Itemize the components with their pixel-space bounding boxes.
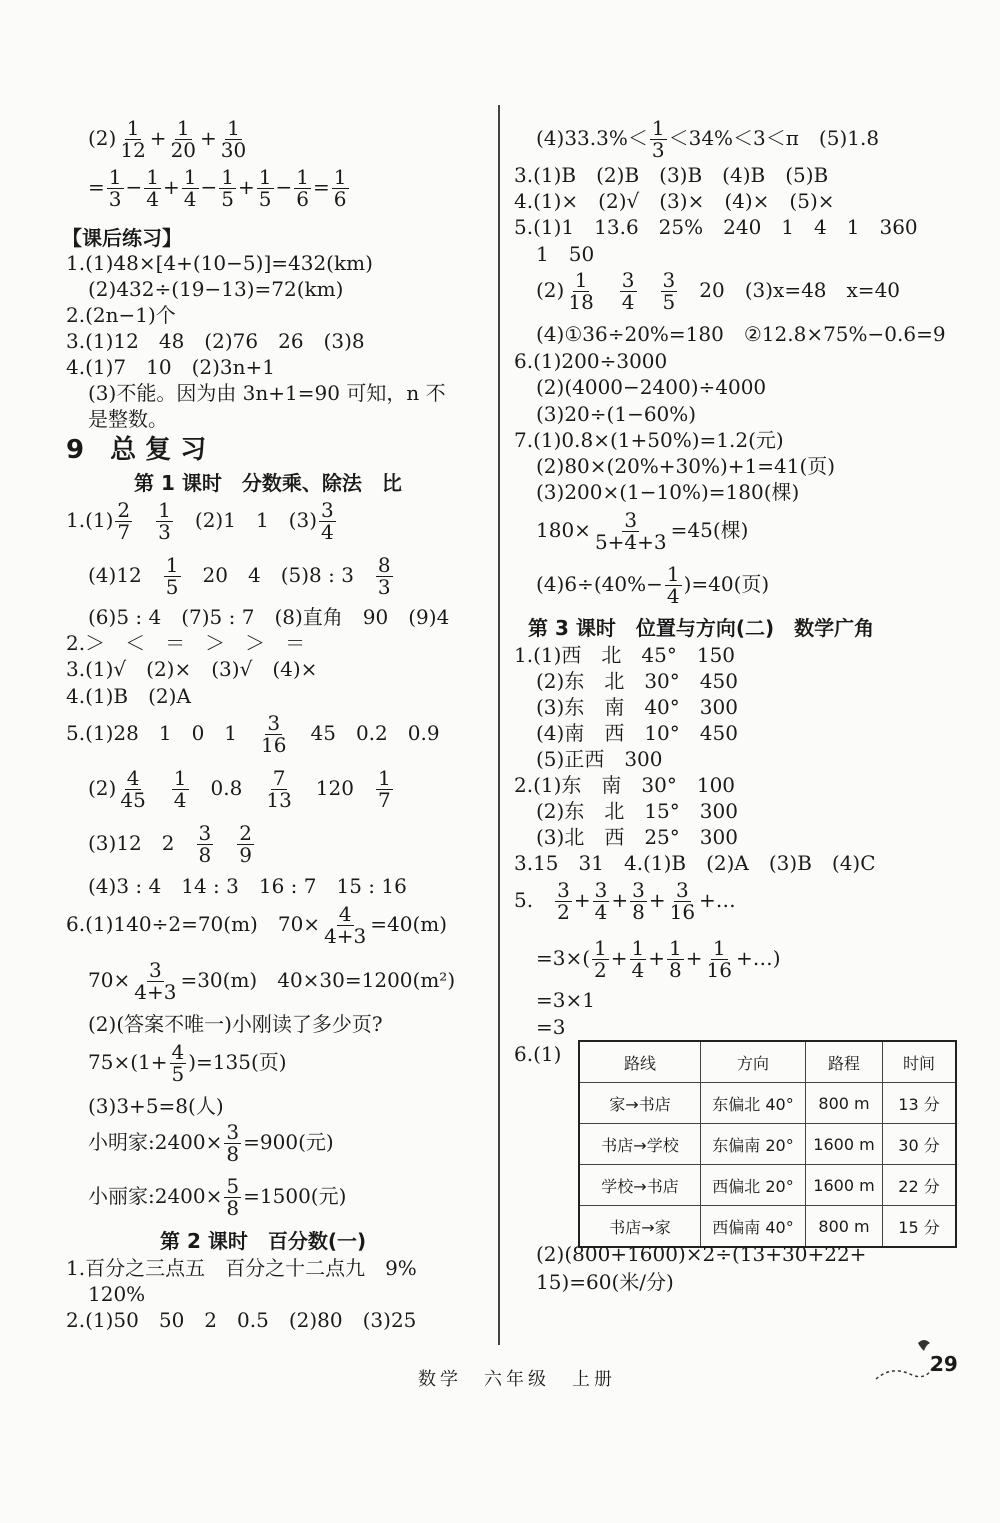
route-table: [578, 1040, 957, 1248]
answer-line: 2.(1)50 50 2 0.5 (2)80 (3)25: [66, 1308, 417, 1332]
answer-line: 6.(1)140÷2=70(m) 70× $\frac{4}{4+3}$ =40(m): [66, 902, 448, 948]
answer-line: (5)正西 300: [536, 747, 663, 771]
table-cell: 1600 m: [806, 1165, 883, 1206]
lesson-title: 第 1 课时 分数乘、除法 比: [134, 471, 402, 495]
answer-line: 4.(1)B (2)A: [66, 684, 191, 708]
table-row: [579, 1206, 956, 1248]
answer-line: (4)12 $\frac{1}{5}$ 20 4 (5)8 : 3 $\frac{8}{3}$: [88, 553, 391, 599]
table-cell: 800 m: [806, 1206, 883, 1248]
answer-line: (4)①36÷20%=180 ②12.8×75%−0.6=9: [536, 322, 946, 346]
answer-line: 1 50: [536, 242, 595, 266]
answer-line: 7.(1)0.8×(1+50%)=1.2(元): [514, 428, 784, 452]
answer-line: 5.(1)1 13.6 25% 240 1 4 1 360: [514, 215, 918, 239]
table-header: 时间: [883, 1041, 957, 1083]
answer-line: 2.(2n−1)个: [66, 303, 176, 327]
answer-line: (3)20÷(1−60%): [536, 402, 697, 426]
page-number: 29: [930, 1352, 958, 1376]
table-cell: 家→书店: [579, 1083, 701, 1124]
table-cell: 学校→书店: [579, 1165, 701, 1206]
answer-line: (4)3 : 4 14 : 3 16 : 7 15 : 16: [88, 874, 407, 898]
answer-line: (3)12 2 $\frac{3}{8}$ $\frac{2}{9}$: [88, 821, 252, 867]
answer-line: (2)东 北 30° 450: [536, 669, 738, 693]
table-cell: 书店→家: [579, 1206, 701, 1248]
sum-line-1: (2) $\frac{1}{12}$ + $\frac{1}{20}$ + $\frac{1}{30}$: [88, 116, 247, 162]
answer-line: (3)3+5=8(人): [88, 1094, 224, 1118]
table-cell: 15 分: [883, 1206, 957, 1248]
answer-line: 3.15 31 4.(1)B (2)A (3)B (4)C: [514, 851, 876, 875]
answer-line: (3)北 西 25° 300: [536, 825, 738, 849]
table-cell: 800 m: [806, 1083, 883, 1124]
table-cell: 西偏北 20°: [701, 1165, 806, 1206]
table-header-row: [579, 1041, 956, 1083]
answer-line: 75×(1+ $\frac{4}{5}$ )=135(页): [88, 1040, 287, 1086]
table-row: [579, 1165, 956, 1206]
answer-line: (2)(800+1600)×2÷(13+30+22+: [536, 1242, 867, 1266]
answer-line: (3)不能。因为由 3n+1=90 可知，n 不: [88, 381, 446, 405]
table-cell: 22 分: [883, 1165, 957, 1206]
table-cell: 东偏北 40°: [701, 1083, 806, 1124]
table-cell: 30 分: [883, 1124, 957, 1165]
answer-line: 70× $\frac{3}{4+3}$ =30(m) 40×30=1200(m²): [88, 958, 456, 1004]
page-footer: 数学 六年级 上册: [418, 1369, 616, 1390]
answer-line: (2)(答案不唯一)小刚读了多少页?: [88, 1012, 383, 1036]
answer-line: (2) $\frac{4}{45}$ $\frac{1}{4}$ 0.8 $\frac{7}{13}$ 120 $\frac{1}{7}$: [88, 766, 391, 812]
answer-line: 小丽家:2400× $\frac{5}{8}$ =1500(元): [88, 1174, 347, 1220]
table-row: [579, 1083, 956, 1124]
answer-line: 1.百分之三点五 百分之十二点九 9%: [66, 1256, 417, 1280]
column-divider: [498, 105, 500, 1345]
series-line-3: =3×1: [536, 988, 595, 1012]
answer-line: (2)432÷(19−13)=72(km): [88, 277, 344, 301]
answer-line: (3)200×(1−10%)=180(棵): [536, 480, 800, 504]
answer-line: 2.＞ ＜ ＝ ＞ ＞ ＝: [66, 631, 306, 655]
sum-line-2: = $\frac{1}{3}$ − $\frac{1}{4}$ + $\frac{1}{4}$ − $\frac{1}{5}$ + $\frac{1}{5}$ − $\frac{1}{6}$ = $\frac{1}{6}$: [88, 165, 347, 211]
answer-line: 15)=60(米/分): [536, 1270, 674, 1294]
answer-line: (2) $\frac{1}{18}$ $\frac{3}{4}$ $\frac{3}{5}$ 20 (3)x=48 x=40: [536, 268, 901, 314]
answer-line: (2)(4000−2400)÷4000: [536, 375, 767, 399]
answer-line: 6.(1)200÷3000: [514, 349, 668, 373]
answer-line: 3.(1)B (2)B (3)B (4)B (5)B: [514, 163, 829, 187]
table-header: 路程: [806, 1041, 883, 1083]
section-heading: 【课后练习】: [62, 226, 182, 250]
answer-line: 180× $\frac{3}{5+4+3}$ =45(棵): [536, 508, 749, 554]
answer-line: 3.(1)√ (2)× (3)√ (4)×: [66, 657, 318, 681]
table-cell: 13 分: [883, 1083, 957, 1124]
answer-line: (2)80×(20%+30%)+1=41(页): [536, 454, 836, 478]
answer-line: (4)南 西 10° 450: [536, 721, 738, 745]
table-header: 路线: [579, 1041, 701, 1083]
answer-line: 小明家:2400× $\frac{3}{8}$ =900(元): [88, 1120, 334, 1166]
table-header: 方向: [701, 1041, 806, 1083]
answer-line: 5.(1)28 1 0 1 $\frac{3}{16}$ 45 0.2 0.9: [66, 711, 440, 757]
answer-line: (3)东 南 40° 300: [536, 695, 738, 719]
series-line-2: =3×( $\frac{1}{2}$ + $\frac{1}{4}$ + $\frac{1}{8}$ + $\frac{1}{16}$ +…): [536, 936, 781, 982]
chapter-title: 9 总 复 习: [66, 435, 207, 465]
answer-line: 1.(1)西 北 45° 150: [514, 643, 736, 667]
answer-line: 1.(1)48×[4+(10−5)]=432(km): [66, 251, 373, 275]
answer-line: 4.(1)× (2)√ (3)× (4)× (5)×: [514, 189, 835, 213]
table-cell: 东偏南 20°: [701, 1124, 806, 1165]
series-line-4: =3: [536, 1015, 566, 1039]
answer-line: 是整数。: [88, 407, 168, 431]
series-line-1: 5. $\frac{3}{2}$ + $\frac{3}{4}$ + $\frac{3}{8}$ + $\frac{3}{16}$ +…: [514, 878, 736, 924]
table-cell: 1600 m: [806, 1124, 883, 1165]
answer-line: (4)33.3%＜ $\frac{1}{3}$ ＜34%＜3＜π (5)1.8: [536, 116, 880, 162]
answer-line: 6.(1): [514, 1042, 562, 1066]
lesson-title: 第 2 课时 百分数(一): [160, 1229, 367, 1253]
answer-line: (4)6÷(40%− $\frac{1}{4}$ )=40(页): [536, 562, 770, 608]
answer-line: 3.(1)12 48 (2)76 26 (3)8: [66, 329, 365, 353]
answer-line: 1.(1) $\frac{2}{7}$ $\frac{1}{3}$ (2)1 1 (3) $\frac{3}{4}$: [66, 498, 334, 544]
answer-line: 4.(1)7 10 (2)3n+1: [66, 355, 276, 379]
answer-line: 2.(1)东 南 30° 100: [514, 773, 736, 797]
answer-line: 120%: [88, 1282, 146, 1306]
answer-line: (6)5 : 4 (7)5 : 7 (8)直角 90 (9)4: [88, 605, 450, 629]
answer-line: (2)东 北 15° 300: [536, 799, 738, 823]
table-row: [579, 1124, 956, 1165]
table-cell: 书店→学校: [579, 1124, 701, 1165]
lesson-title: 第 3 课时 位置与方向(二) 数学广角: [528, 616, 875, 640]
table-cell: 西偏南 40°: [701, 1206, 806, 1248]
